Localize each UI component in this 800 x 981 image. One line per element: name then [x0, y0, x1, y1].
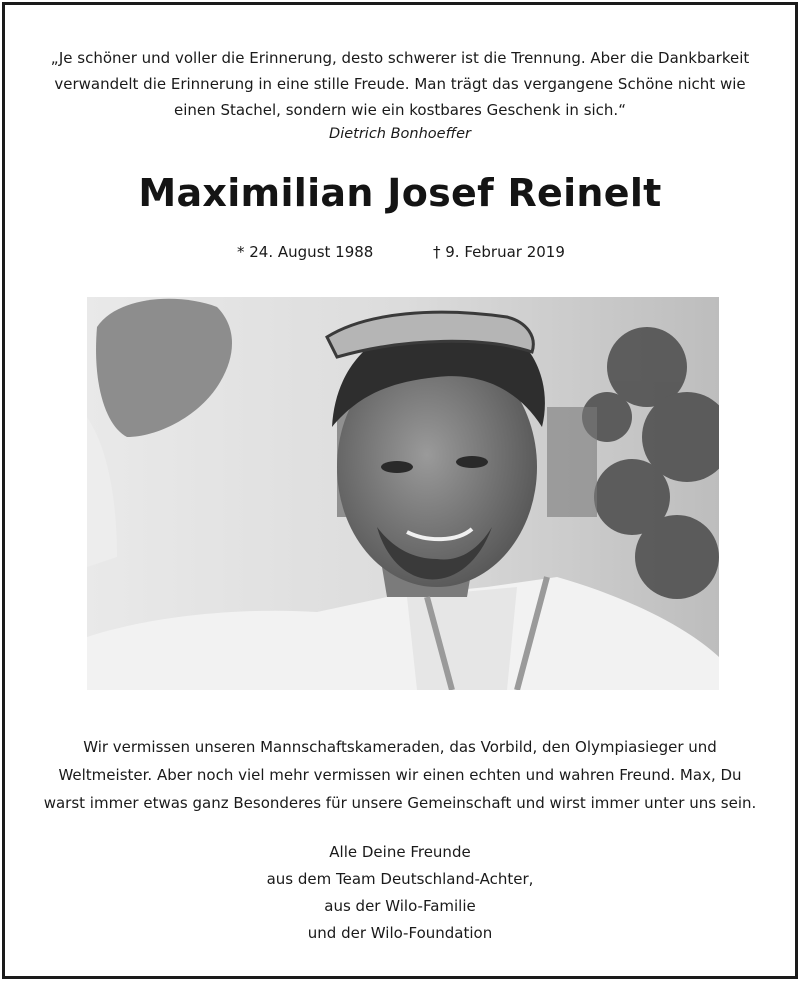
signature-line: aus der Wilo-Familie [324, 897, 476, 915]
signature-block [5, 839, 795, 947]
quote-line: verwandelt die Erinnerung in eine stille Freude. Man trägt das vergangene Schöne nicht wie [54, 75, 746, 93]
signature-line: und der Wilo-Foundation [307, 924, 493, 942]
signature-line: aus dem Team Deutschland-Achter, [266, 870, 534, 888]
obituary-frame [2, 2, 798, 979]
quote-block [5, 45, 795, 123]
birth-date: * 24. August 1988 [237, 243, 374, 261]
portrait-photo-illustration [87, 297, 719, 690]
person-name: Maximilian Josef Reinelt [138, 171, 662, 215]
message-line: warst immer etwas ganz Besonderes für unsere Gemeinschaft und wirst immer unter uns sein. [43, 794, 757, 812]
quote-author: Dietrich Bonhoeffer [329, 126, 471, 142]
message-line: Weltmeister. Aber noch viel mehr vermissen wir einen echten und wahren Freund. Max, Du [58, 766, 742, 784]
memorial-message [5, 733, 795, 817]
portrait-photo [87, 297, 719, 690]
quote-line: einen Stachel, sondern wie ein kostbares Geschenk in sich.“ [174, 101, 626, 119]
message-line: Wir vermissen unseren Mannschaftskameraden, das Vorbild, den Olympiasieger und [83, 738, 717, 756]
signature-line: Alle Deine Freunde [329, 843, 471, 861]
quote-line: „Je schöner und voller die Erinnerung, desto schwerer ist die Trennung. Aber die Dankbarkeit [50, 49, 750, 67]
death-date: † 9. Februar 2019 [433, 243, 565, 261]
